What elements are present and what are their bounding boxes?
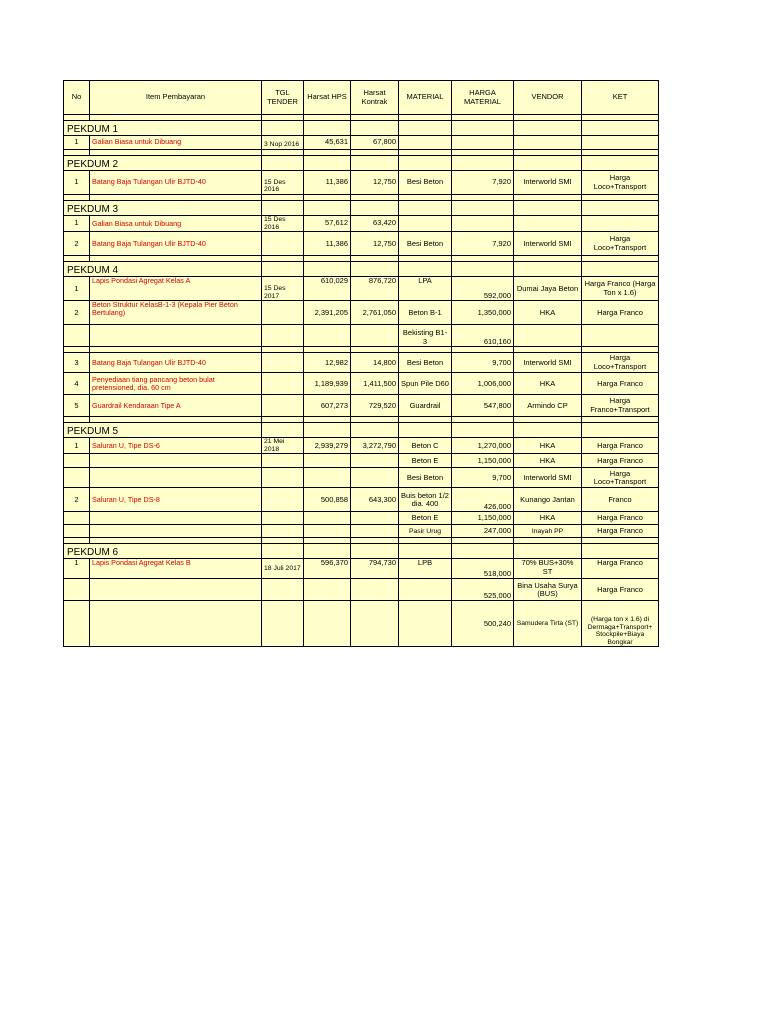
ket: Harga Loco+Transport bbox=[582, 353, 659, 373]
hps-value: 1,189,939 bbox=[304, 373, 351, 395]
material: Besi Beton bbox=[399, 353, 452, 373]
kontrak-value: 12,750 bbox=[351, 171, 399, 195]
tender-date: 15 Des 2016 bbox=[262, 216, 304, 232]
material: LPB bbox=[399, 559, 452, 579]
hps-value: 2,939,279 bbox=[304, 438, 351, 454]
ket: Harga Franco bbox=[582, 373, 659, 395]
ket: Harga Loco+Transport bbox=[582, 171, 659, 195]
ket: Harga Franco bbox=[582, 525, 659, 538]
item-name: Beton Struktur KelasB-1-3 (Kepala Pier Beton Bertulang) bbox=[90, 301, 262, 325]
kontrak-value: 14,800 bbox=[351, 353, 399, 373]
item-name: Galian Biasa untuk Dibuang bbox=[90, 136, 262, 150]
harga-material: 9,700 bbox=[452, 353, 514, 373]
harga-material: 426,000 bbox=[452, 488, 514, 512]
header-vendor: VENDOR bbox=[514, 81, 582, 115]
material: LPA bbox=[399, 277, 452, 301]
item-name: Batang Baja Tulangan Ulir BJTD-40 bbox=[90, 232, 262, 256]
hps-value: 596,370 bbox=[304, 559, 351, 579]
item-name: Lapis Pondasi Agregat Kelas A bbox=[90, 277, 262, 301]
ket: Harga Franco bbox=[582, 559, 659, 579]
header-kontrak: Harsat Kontrak bbox=[351, 81, 399, 115]
material: Pasir Urug bbox=[399, 525, 452, 538]
material: Beton E bbox=[399, 512, 452, 525]
table-row bbox=[64, 301, 659, 325]
table-row bbox=[64, 171, 659, 195]
ket: Harga Franco bbox=[582, 579, 659, 601]
material: Beton C bbox=[399, 438, 452, 454]
kontrak-value: 643,300 bbox=[351, 488, 399, 512]
vendor: Kunango Jantan bbox=[514, 488, 582, 512]
vendor: HKA bbox=[514, 512, 582, 525]
item-name: Galian Biasa untuk Dibuang bbox=[90, 216, 262, 232]
harga-material: 518,000 bbox=[452, 559, 514, 579]
vendor: Bina Usaha Surya (BUS) bbox=[514, 579, 582, 601]
row-no: 1 bbox=[64, 171, 90, 195]
material: Besi Beton bbox=[399, 171, 452, 195]
harga-material: 1,350,000 bbox=[452, 301, 514, 325]
table-row bbox=[64, 488, 659, 512]
hps-value: 57,612 bbox=[304, 216, 351, 232]
ket: Harga Franco bbox=[582, 438, 659, 454]
table-row bbox=[64, 325, 659, 347]
hps-value: 610,029 bbox=[304, 277, 351, 301]
table-row bbox=[64, 468, 659, 488]
row-no: 4 bbox=[64, 373, 90, 395]
table-row bbox=[64, 601, 659, 647]
vendor: HKA bbox=[514, 301, 582, 325]
material: Spun Pile D60 bbox=[399, 373, 452, 395]
kontrak-value: 729,520 bbox=[351, 395, 399, 417]
vendor: Samudera Tirta (ST) bbox=[514, 601, 582, 647]
table-row bbox=[64, 512, 659, 525]
ket: Franco bbox=[582, 488, 659, 512]
item-name: Guardrail Kendaraan Tipe A bbox=[90, 395, 262, 417]
hps-value: 500,858 bbox=[304, 488, 351, 512]
ket: (Harga ton x 1.6) di Dermaga+Transport+ Stockpile+Biaya Bongkar bbox=[582, 601, 659, 647]
item-name: Penyediaan tiang pancang beton bulat pretensioned, dia. 60 cm bbox=[90, 373, 262, 395]
material: Beton B-1 bbox=[399, 301, 452, 325]
harga-material: 7,920 bbox=[452, 232, 514, 256]
ket: Harga Franco (Harga Ton x 1.6) bbox=[582, 277, 659, 301]
section-row bbox=[64, 121, 659, 136]
row-no: 1 bbox=[64, 216, 90, 232]
section-row bbox=[64, 423, 659, 438]
kontrak-value: 63,420 bbox=[351, 216, 399, 232]
item-name: Batang Baja Tulangan Ulir BJTD-40 bbox=[90, 353, 262, 373]
row-no: 1 bbox=[64, 559, 90, 579]
item-name: Saluran U, Tipe DS-8 bbox=[90, 488, 262, 512]
ket: Harga Franco bbox=[582, 454, 659, 468]
item-name: Lapis Pondasi Agregat Kelas B bbox=[90, 559, 262, 579]
ket: Harga Franco bbox=[582, 512, 659, 525]
harga-material: 547,800 bbox=[452, 395, 514, 417]
kontrak-value: 2,761,050 bbox=[351, 301, 399, 325]
header-no: No bbox=[64, 81, 90, 115]
kontrak-value: 1,411,500 bbox=[351, 373, 399, 395]
material: Guardrail bbox=[399, 395, 452, 417]
section-title: PEKDUM 3 bbox=[64, 201, 262, 216]
harga-material: 1,270,000 bbox=[452, 438, 514, 454]
row-no: 5 bbox=[64, 395, 90, 417]
row-no: 1 bbox=[64, 277, 90, 301]
kontrak-value: 12,750 bbox=[351, 232, 399, 256]
table-row bbox=[64, 438, 659, 454]
section-title: PEKDUM 2 bbox=[64, 156, 262, 171]
tender-date: 21 Mei 2018 bbox=[262, 438, 304, 454]
table-row bbox=[64, 395, 659, 417]
vendor: Armindo CP bbox=[514, 395, 582, 417]
ket: Harga Franco+Transport bbox=[582, 395, 659, 417]
section-title: PEKDUM 5 bbox=[64, 423, 262, 438]
vendor: Dumai Jaya Beton bbox=[514, 277, 582, 301]
section-row bbox=[64, 262, 659, 277]
vendor: 70% BUS+30% ST bbox=[514, 559, 582, 579]
row-no: 3 bbox=[64, 353, 90, 373]
header-harga: HARGA MATERIAL bbox=[452, 81, 514, 115]
table-row bbox=[64, 277, 659, 301]
material: Besi Beton bbox=[399, 468, 452, 488]
table-row bbox=[64, 579, 659, 601]
section-row bbox=[64, 201, 659, 216]
row-no: 2 bbox=[64, 301, 90, 325]
header-tgl: TGL TENDER bbox=[262, 81, 304, 115]
hps-value: 2,391,205 bbox=[304, 301, 351, 325]
table-row bbox=[64, 559, 659, 579]
kontrak-value: 3,272,790 bbox=[351, 438, 399, 454]
table-row bbox=[64, 136, 659, 150]
vendor: Interworld SMI bbox=[514, 468, 582, 488]
ket: Harga Loco+Transport bbox=[582, 232, 659, 256]
header-row bbox=[64, 81, 659, 115]
table-row bbox=[64, 216, 659, 232]
row-no: 1 bbox=[64, 136, 90, 150]
harga-material: 500,240 bbox=[452, 601, 514, 647]
vendor: HKA bbox=[514, 438, 582, 454]
price-table bbox=[63, 80, 659, 647]
harga-material: 610,160 bbox=[452, 325, 514, 347]
ket: Harga Franco bbox=[582, 301, 659, 325]
row-no: 2 bbox=[64, 488, 90, 512]
item-name: Batang Baja Tulangan Ulir BJTD-40 bbox=[90, 171, 262, 195]
vendor: Interworld SMI bbox=[514, 232, 582, 256]
harga-material: 525,000 bbox=[452, 579, 514, 601]
material: Buis beton 1/2 dia. 400 bbox=[399, 488, 452, 512]
row-no: 2 bbox=[64, 232, 90, 256]
section-title: PEKDUM 4 bbox=[64, 262, 262, 277]
hps-value: 45,631 bbox=[304, 136, 351, 150]
header-hps: Harsat HPS bbox=[304, 81, 351, 115]
section-title: PEKDUM 1 bbox=[64, 121, 262, 136]
harga-material: 1,150,000 bbox=[452, 454, 514, 468]
spreadsheet bbox=[63, 80, 658, 647]
section-row bbox=[64, 544, 659, 559]
harga-material: 247,000 bbox=[452, 525, 514, 538]
kontrak-value: 794,730 bbox=[351, 559, 399, 579]
vendor: Inayah PP bbox=[514, 525, 582, 538]
harga-material: 1,150,000 bbox=[452, 512, 514, 525]
material: Besi Beton bbox=[399, 232, 452, 256]
hps-value: 11,386 bbox=[304, 232, 351, 256]
tender-date: 3 Nop 2016 bbox=[262, 136, 304, 150]
tender-date: 15 Des 2016 bbox=[262, 171, 304, 195]
header-item: Item Pembayaran bbox=[90, 81, 262, 115]
kontrak-value: 67,800 bbox=[351, 136, 399, 150]
vendor: HKA bbox=[514, 454, 582, 468]
tender-date: 15 Des 2017 bbox=[262, 277, 304, 301]
item-name: Saluran U, Tipe DS-6 bbox=[90, 438, 262, 454]
ket: Harga Loco+Transport bbox=[582, 468, 659, 488]
table-row bbox=[64, 454, 659, 468]
header-ket: KET bbox=[582, 81, 659, 115]
harga-material: 7,920 bbox=[452, 171, 514, 195]
vendor: Interworld SMI bbox=[514, 171, 582, 195]
hps-value: 11,386 bbox=[304, 171, 351, 195]
hps-value: 12,982 bbox=[304, 353, 351, 373]
section-row bbox=[64, 156, 659, 171]
tender-date: 18 Juli 2017 bbox=[262, 559, 304, 579]
section-title: PEKDUM 6 bbox=[64, 544, 262, 559]
table-row bbox=[64, 353, 659, 373]
material: Beton E bbox=[399, 454, 452, 468]
harga-material: 1,006,000 bbox=[452, 373, 514, 395]
row-no: 1 bbox=[64, 438, 90, 454]
hps-value: 607,273 bbox=[304, 395, 351, 417]
vendor: HKA bbox=[514, 373, 582, 395]
table-row bbox=[64, 525, 659, 538]
harga-material: 592,000 bbox=[452, 277, 514, 301]
table-row bbox=[64, 232, 659, 256]
harga-material: 9,700 bbox=[452, 468, 514, 488]
header-material: MATERIAL bbox=[399, 81, 452, 115]
table-row bbox=[64, 373, 659, 395]
material: Bekisting B1-3 bbox=[399, 325, 452, 347]
kontrak-value: 876,720 bbox=[351, 277, 399, 301]
vendor: Interworld SMI bbox=[514, 353, 582, 373]
